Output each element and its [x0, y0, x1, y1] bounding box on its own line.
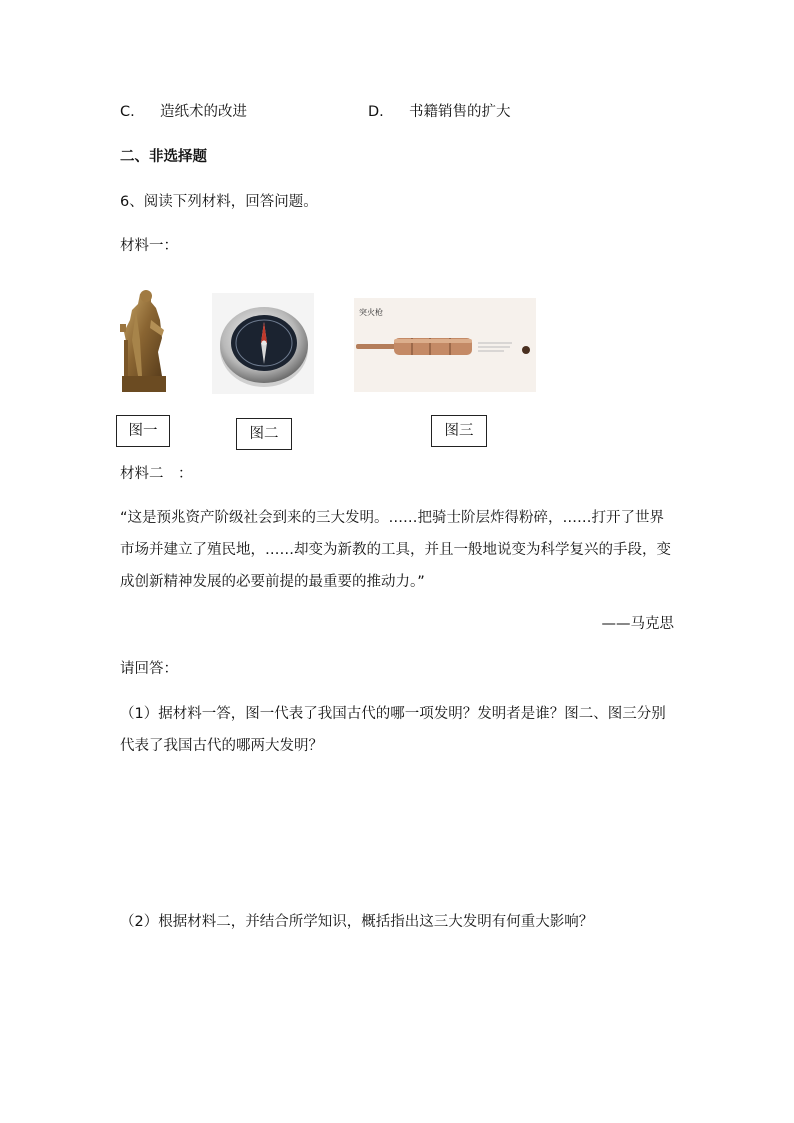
fire-lance-image [354, 298, 536, 392]
statue-image [118, 280, 170, 394]
option-c-letter: C. [120, 104, 135, 120]
section-title: 二、非选择题 [120, 149, 207, 165]
material1-label: 材料一： [120, 238, 178, 254]
sub-question-1: （1）据材料一答，图一代表了我国古代的哪一项发明？发明者是谁？图二、图三分别代表了我国古代的哪两大发明？ [120, 706, 666, 754]
sub-question-2: （2）根据材料二，并结合所学知识，概括指出这三大发明有何重大影响？ [120, 914, 594, 930]
option-d [368, 102, 511, 122]
quote-attribution: ——马克思 [601, 616, 674, 632]
option-d-letter: D. [368, 104, 384, 120]
question-intro: 6、阅读下列材料，回答问题。 [120, 194, 318, 210]
option-c [120, 102, 247, 122]
answer-prompt: 请回答： [120, 661, 178, 677]
material2-label: 材料二 ： [120, 466, 193, 482]
option-c-text: 造纸术的改进 [159, 104, 247, 120]
figure3-caption: 图三 [431, 415, 487, 447]
figure2-caption: 图二 [236, 418, 292, 450]
material2-quote: “这是预兆资产阶级社会到来的三大发明。……把骑士阶层炸得粉碎，……打开了世界市场并建立了殖民地，……却变为新教的工具，并且一般地说变为科学复兴的手段，变成创新精神发展的必要前提的最重要的推动力。” [120, 510, 671, 590]
compass-image [212, 293, 314, 394]
option-d-text: 书籍销售的扩大 [409, 104, 511, 120]
figure1-caption: 图一 [116, 415, 170, 447]
fire-lance-image-label: 突火枪 [359, 308, 383, 317]
